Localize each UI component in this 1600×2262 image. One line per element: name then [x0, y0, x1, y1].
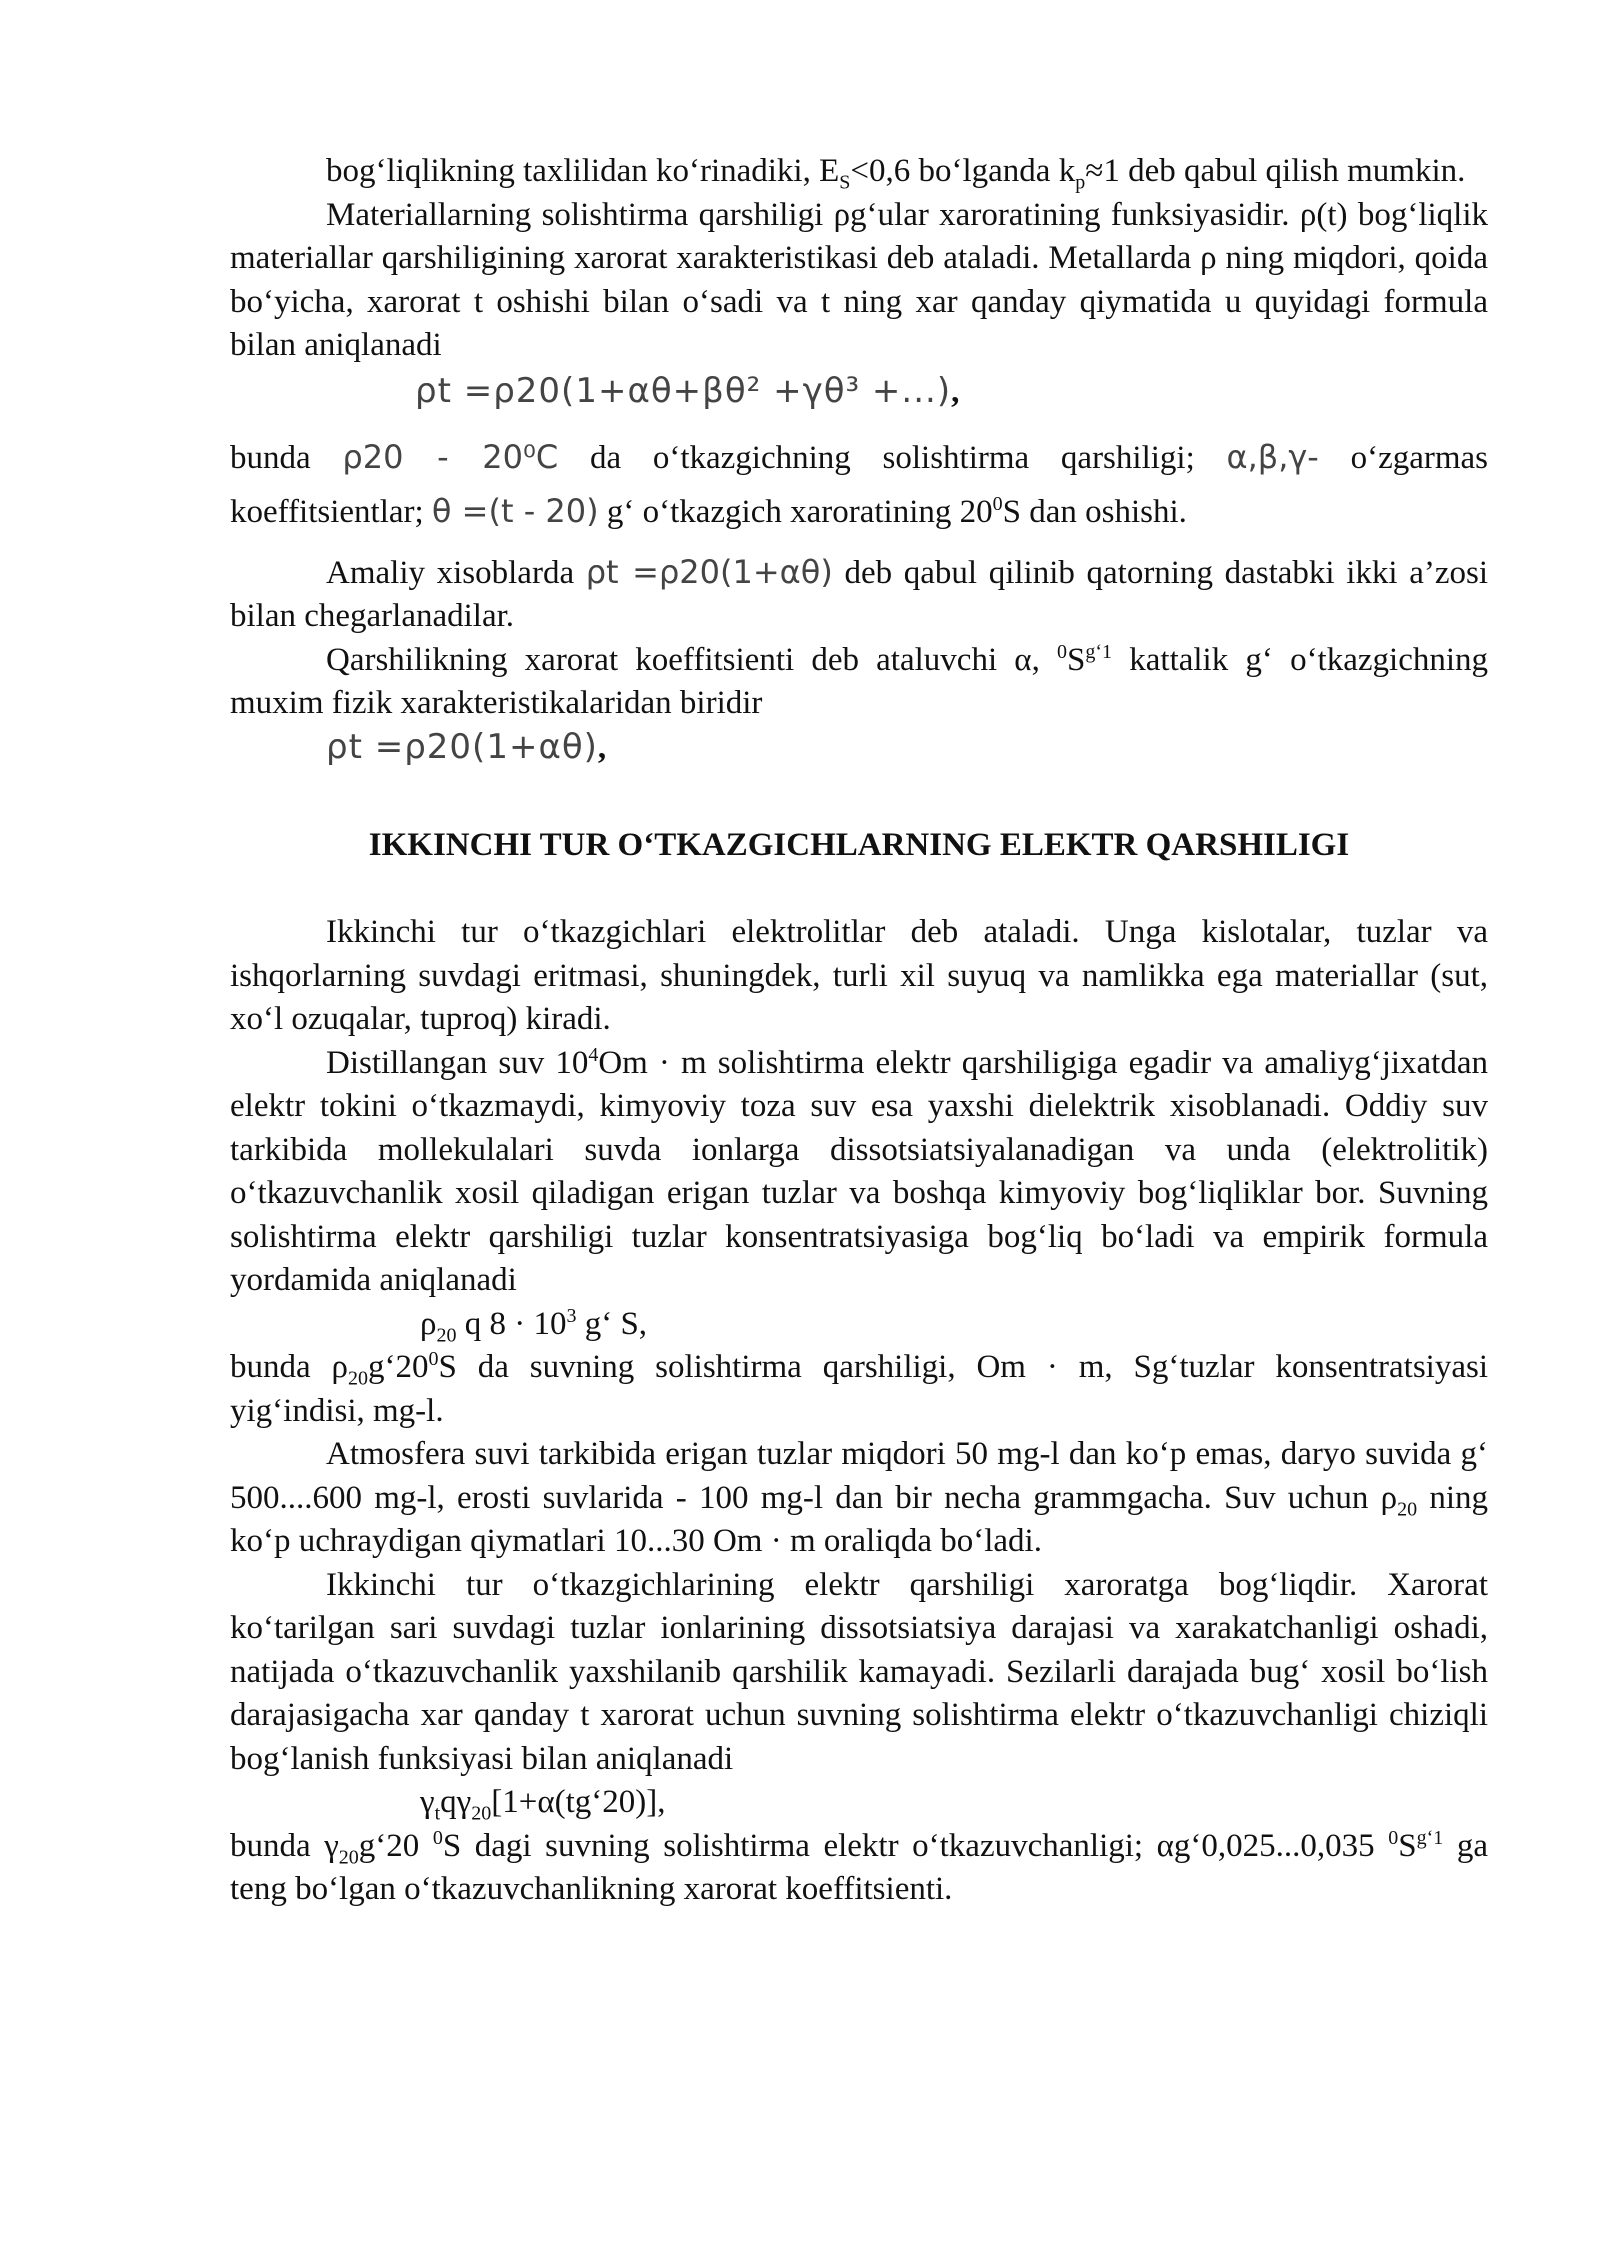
- paragraph-10: Ikkinchi tur o‘tkazgichlarining elektr qarshiligi xaroratga bog‘liqdir. Xarorat ko‘tarilgan sari suvdagi tuzlar ionlarining dissotsiatsiya darajasi va xarakatchanligi oshadi, natijada o‘tkazuvchanlik yaxshilanib qarshilik kamayadi. Sezilarli darajada bug‘ xosil bo‘lish darajasigacha xar qanday t xarorat uchun suvning solishtirma elektr o‘tkazuvchanligi chiziqli bog‘lanish funksiyasi bilan aniqlanadi: [230, 1566, 1488, 1777]
- paragraph-11: bunda $\gamma_{20}g‘20$ $^0$S dagi suvning solishtirma elektr o‘tkazuvchanligi; αg‘0,025...0,035 $^0S^{g‘1}$ ga teng bo‘lgan o‘tkazuvchanlikning xarorat koeffitsienti.: [230, 1826, 1488, 1907]
- formula-theta-image: θ =(t - 20): [431, 492, 599, 530]
- section-heading: IKKINCHI TUR O‘TKAZGICHLARNING ELEKTR QARSHILIGI: [368, 826, 1350, 863]
- paragraph-8: bunda $\rho_{20}g‘20^0S$ da suvning solishtirma qarshiligi, Om · m, Sg‘tuzlar konsentratsiyasi yig‘indisi, mg-l.: [230, 1348, 1488, 1429]
- formula-4: $\gamma_tq\gamma_{20}[1+\alpha(tg‘20)]$,: [420, 1784, 666, 1825]
- formula-1: ρt =ρ20(1+αθ+βθ² +γθ³ +...),: [415, 370, 960, 411]
- paragraph-7: Distillangan suv $10^4Om \cdot m$ solishtirma elektr qarshiligiga egadir va amaliyg‘jixatdan elektr tokini o‘tkazmaydi, kimyoviy toza suv esa yaxshi dielektrik xisoblanadi. Oddiy suv tarkibida mollekulalari suvda ionlarga dissotsiatsiyalanadigan va unda (elektrolitik) o‘tkazuvchanlik xosil qiladigan erigan tuzlar va boshqa kimyoviy bog‘liqliklar bor. Suvning solishtirma elektr qarshiligi tuzlar konsentratsiyasiga bog‘liq bo‘ladi va empirik formula yordamida aniqlanadi: [230, 1043, 1488, 1298]
- formula-rho20-image: ρ20 - 20⁰C: [342, 437, 559, 476]
- paragraph-3-line-2: koeffitsientlar; θ =(t - 20) g‘ o‘tkazgich xaroratining $20^0S$ dan oshishi.: [230, 492, 1187, 530]
- formula-2-image: ρt =ρ20(1+αθ): [326, 726, 598, 767]
- paragraph-3-line-1: bunda ρ20 - 20⁰C da o‘tkazgichning solishtirma qarshiligi; α,β,γ- o‘zgarmas: [230, 437, 1489, 476]
- paragraph-4: Amaliy xisoblarda ρt =ρ20(1+αθ) deb qabul qilinib qatorning dastabki ikki a’zosi bilan chegarlanadilar.: [230, 552, 1489, 634]
- formula-3: $\rho_{20}$ q $8 \cdot 10^3$ g‘ S,: [420, 1304, 648, 1347]
- formula-approx-image: ρt =ρ20(1+αθ): [585, 552, 833, 591]
- paragraph-5: Qarshilikning xarorat koeffitsienti deb ataluvchi α, $^0S^{g‘1}$ kattalik g‘ o‘tkazgichning muxim fizik xarakteristikalaridan biridir: [230, 640, 1489, 721]
- formula-coefficients-image: α,β,γ-: [1226, 437, 1319, 476]
- formula-2: ρt =ρ20(1+αθ),: [326, 726, 607, 767]
- paragraph-2: Materiallarning solishtirma qarshiligi ρg‘ular xaroratining funksiyasidir. ρ(t) bog‘liqlik materiallar qarshiligining xarorat xarakteristikasi deb ataladi. Metallarda ρ ning miqdori, qoida bo‘yicha, xarorat t oshishi bilan o‘sadi va t ning xar qanday qiymatida u quyidagi formula bilan aniqlanadi: [230, 196, 1488, 363]
- paragraph-9: Atmosfera suvi tarkibida erigan tuzlar miqdori 50 mg-l dan ko‘p emas, daryo suvida g‘ 500....600 mg-l, erosti suvlarida - 100 mg-l dan bir necha grammgacha. Suv uchun $\rho_{20}$ ning ko‘p uchraydigan qiymatlari 10...30 Om · m oraliqda bo‘ladi.: [230, 1436, 1488, 1559]
- formula-1-image: ρt =ρ20(1+αθ+βθ² +γθ³ +...): [415, 370, 952, 411]
- paragraph-1: bog‘liqlikning taxlilidan ko‘rinadiki, $E_S<0,6$ bo‘lganda $k_p\approx 1$ deb qabul qilish mumkin.: [326, 153, 1466, 194]
- document-body: [230, 150, 1488, 1912]
- paragraph-6: Ikkinchi tur o‘tkazgichlari elektrolitlar deb ataladi. Unga kislotalar, tuzlar va ishqorlarning suvdagi eritmasi, shuningdek, turli xil suyuq va namlikka ega materiallar (sut, xo‘l ozuqalar, tuproq) kiradi.: [230, 914, 1488, 1037]
